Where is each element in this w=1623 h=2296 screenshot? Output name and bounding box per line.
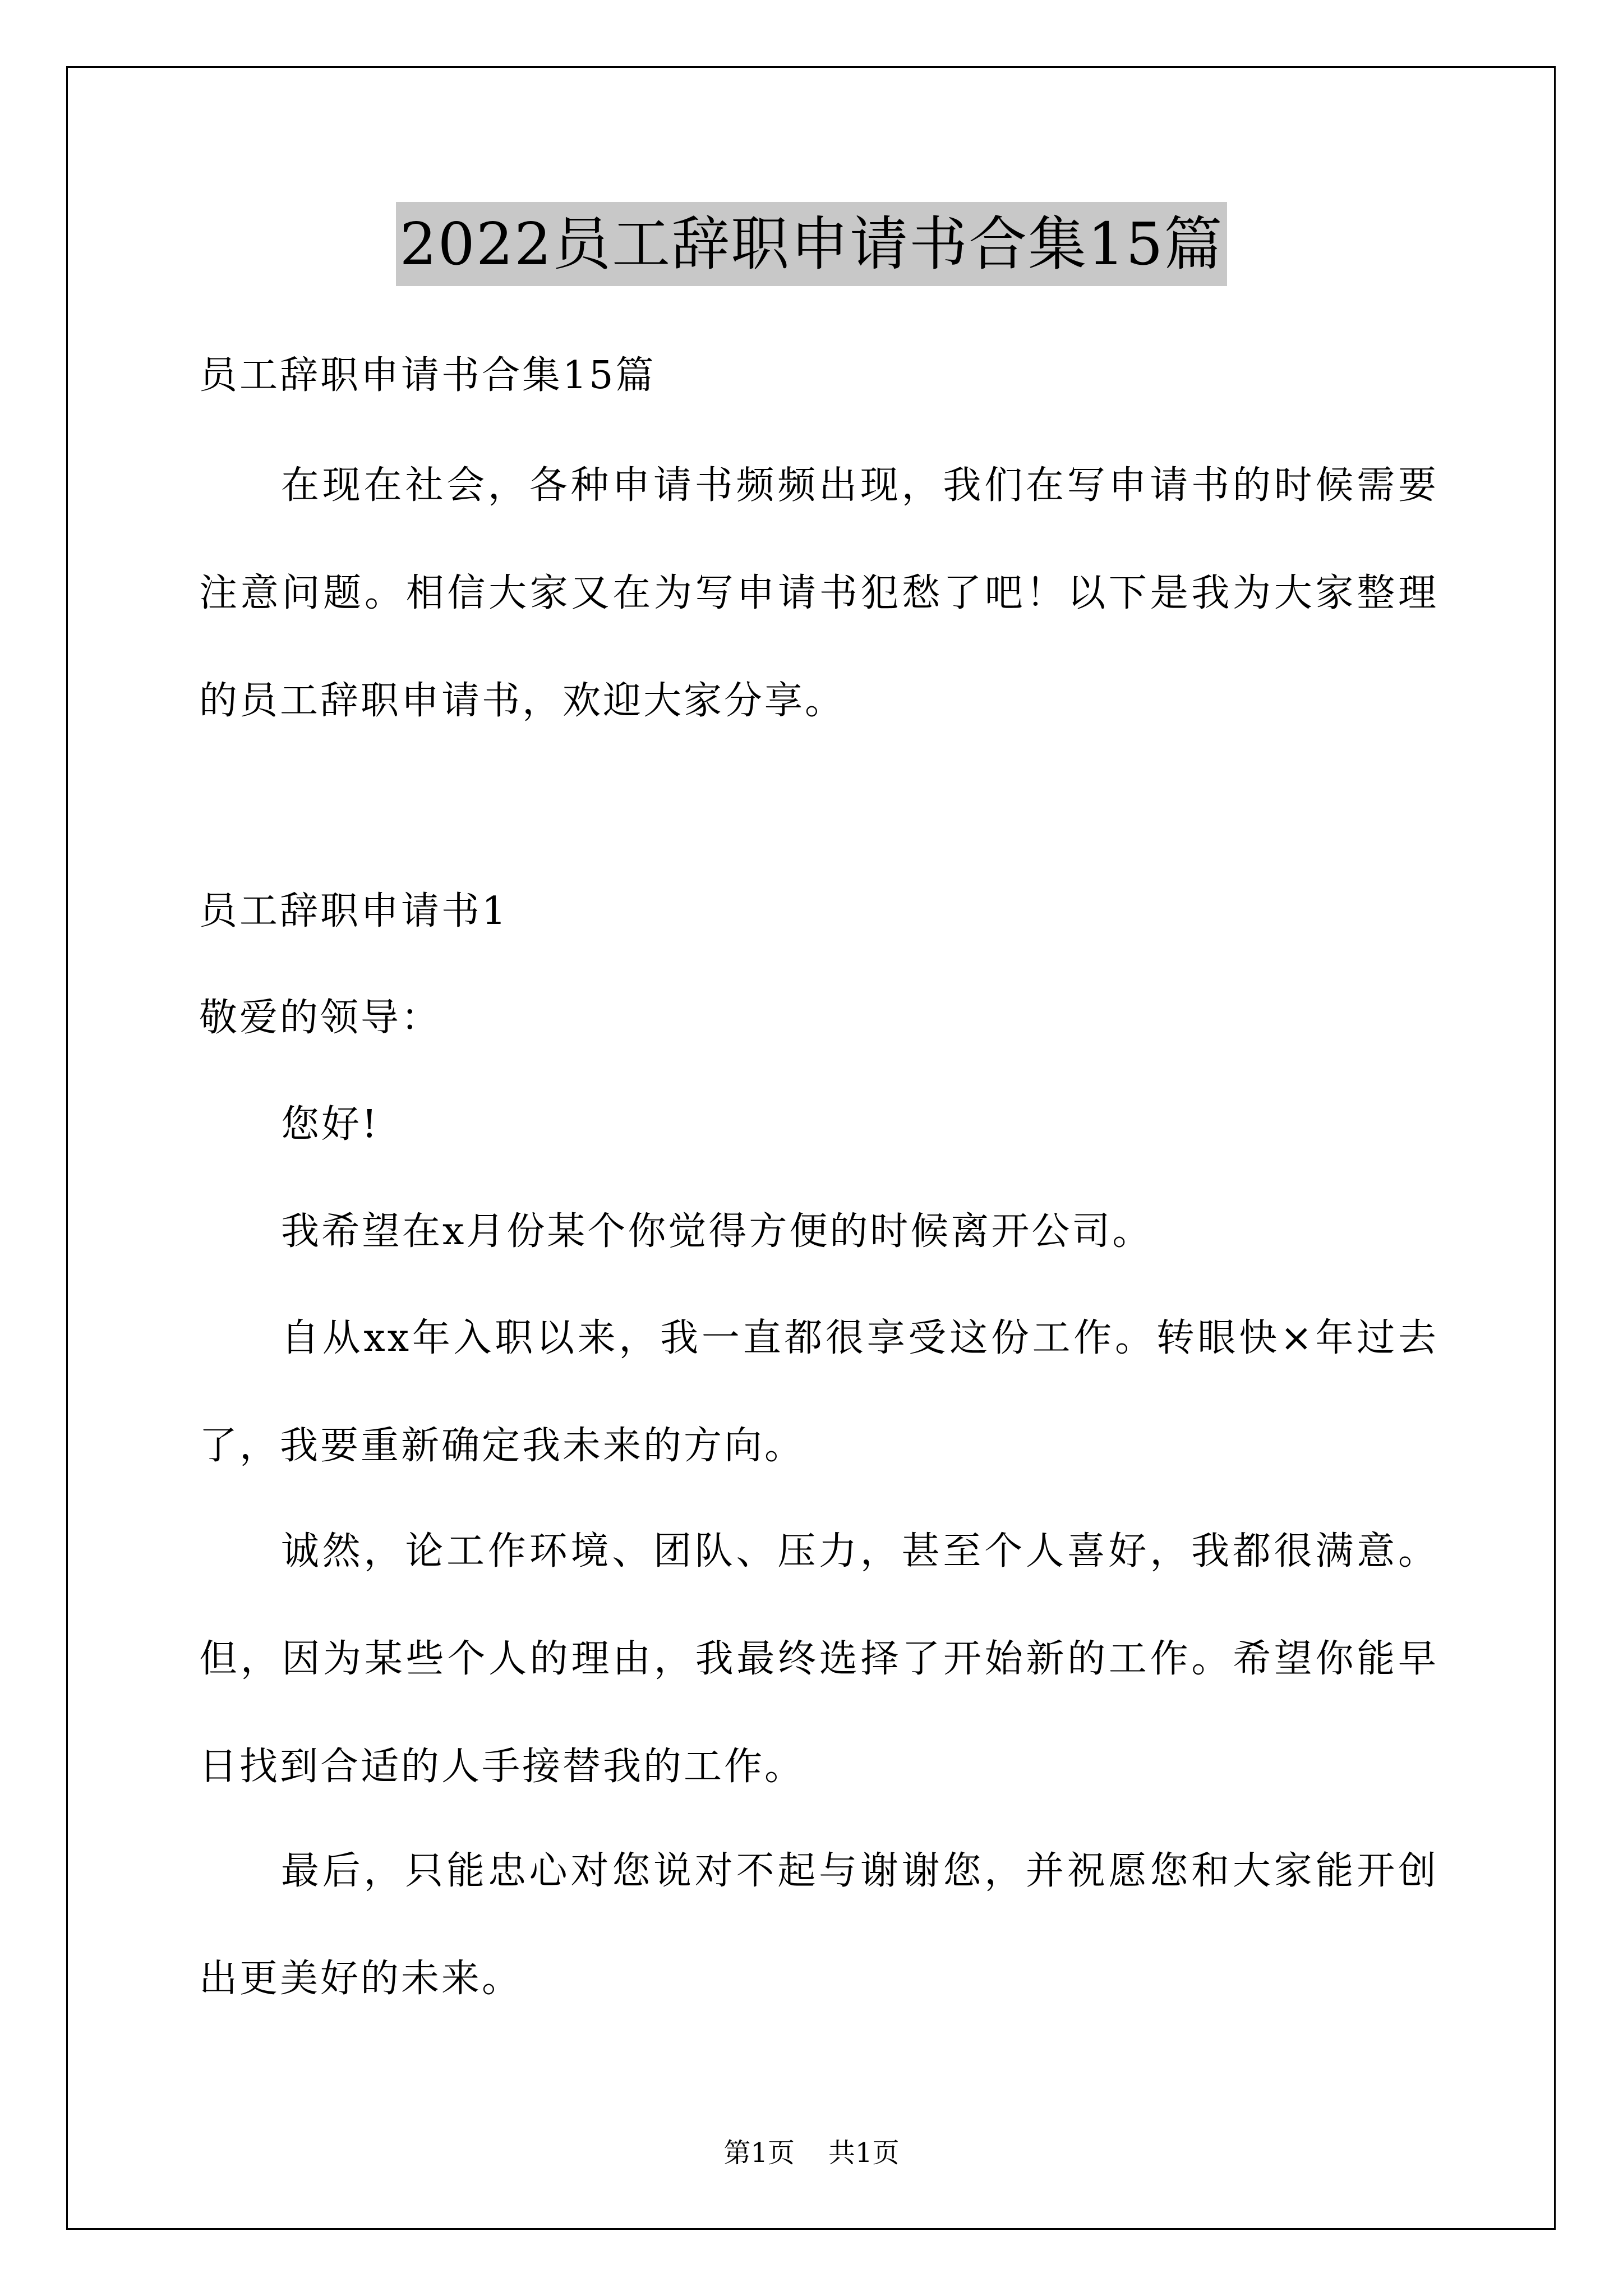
body-paragraph-1: 我希望在x月份某个你觉得方便的时候离开公司。 (281, 1209, 1153, 1254)
page-footer (0, 2136, 1623, 2170)
body-paragraph-3: 诚然，论工作环境、团队、压力，甚至个人喜好，我都很满意。但，因为某些个人的理由，我最终选择了开始新的工作。希望你能早日找到合适的人手接替我的工作。 (199, 1529, 1438, 1789)
page-number-current: 第1页 (723, 2137, 795, 2169)
page-number-total: 共1页 (828, 2137, 900, 2169)
body-paragraph-4: 最后，只能忠心对您说对不起与谢谢您，并祝愿您和大家能开创出更美好的未来。 (199, 1849, 1438, 2001)
document-subtitle: 员工辞职申请书合集15篇 (199, 353, 656, 398)
body-paragraph-2: 自从xx年入职以来，我一直都很享受这份工作。转眼快×年过去了，我要重新确定我未来的方向。 (199, 1316, 1438, 1468)
intro-paragraph: 在现在社会，各种申请书频频出现，我们在写申请书的时候需要注意问题。相信大家又在为写申请书犯愁了吧！以下是我为大家整理的员工辞职申请书，欢迎大家分享。 (199, 463, 1438, 723)
greeting: 您好! (281, 1102, 380, 1147)
section-heading: 员工辞职申请书1 (199, 889, 509, 933)
salutation: 敬爱的领导： (199, 996, 442, 1040)
title-container (0, 202, 1623, 286)
document-title: 2022员工辞职申请书合集15篇 (396, 202, 1227, 286)
